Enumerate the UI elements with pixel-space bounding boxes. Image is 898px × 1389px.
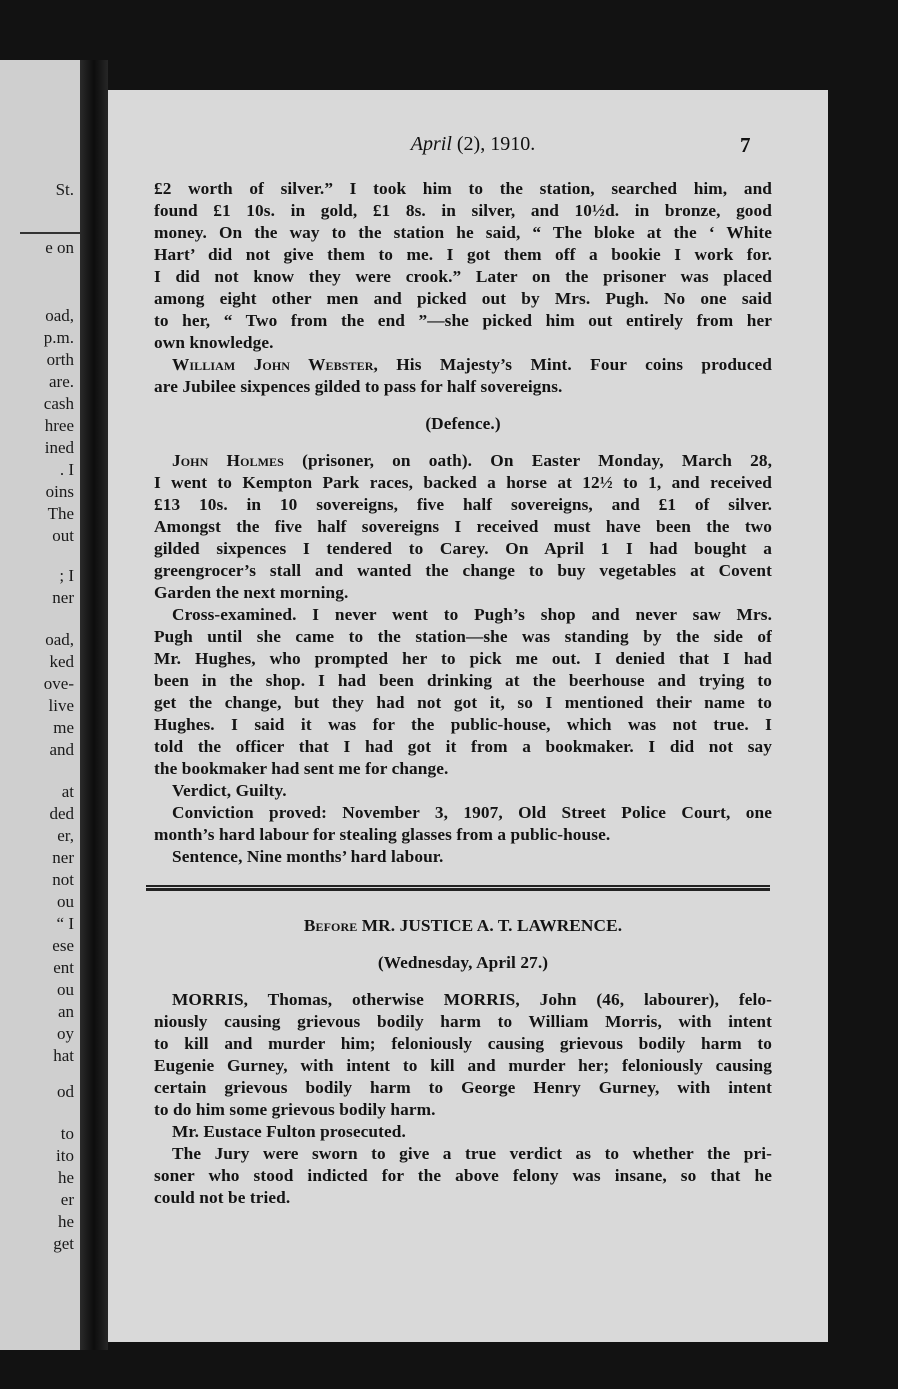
facing-page-fragment: out [52, 526, 74, 545]
paragraph-evidence-continued [154, 178, 772, 354]
facing-page-fragment: are. [48, 372, 74, 391]
prosecutor: Mr. Eustace Fulton prosecuted. [172, 1122, 406, 1141]
text-line: the bookmaker had sent me for change. [154, 759, 449, 778]
facing-page-fragment: er [60, 1190, 74, 1209]
facing-page-fragment: e on [45, 238, 74, 257]
body-text [154, 178, 772, 1209]
paragraph-holmes [154, 450, 772, 604]
text-line: I did not know they were crook.” Later on the prisoner was placed [154, 267, 772, 286]
text-line: Eugenie Gurney, with intent to kill and murder her; feloniously causing [154, 1056, 772, 1075]
text-line: I went to Kempton Park races, backed a horse at 12½ to 1, and received [154, 473, 772, 492]
text-line: get the change, but they had not got it, so I mentioned their name to [154, 693, 772, 712]
verdict: Verdict, Guilty. [172, 781, 287, 800]
before-label: Before [303, 916, 358, 935]
page [108, 90, 828, 1342]
text-line: to do him some grievous bodily harm. [154, 1100, 436, 1119]
text-span: (prisoner, on oath). On Easter Monday, March 28, [283, 451, 772, 470]
facing-page-fragment: St. [55, 180, 74, 199]
page-number: 7 [740, 133, 751, 157]
text-line: Hughes. I said it was for the public-house, which was not true. I [154, 715, 772, 734]
text-line: greengrocer’s stall and wanted the change to buy vegetables at Covent [154, 561, 772, 580]
facing-page-fragment: od [57, 1082, 74, 1101]
facing-page-fragment: oins [45, 482, 74, 501]
paragraph-webster [154, 354, 772, 398]
facing-page-fragment: to [60, 1124, 74, 1143]
text-line: told the officer that I had got it from a bookmaker. I did not say [154, 737, 772, 756]
facing-page-fragment: at [61, 782, 74, 801]
facing-page-fragment: oad, [45, 306, 74, 325]
text-line: gilded sixpences I tendered to Carey. On April 1 I had bought a [154, 539, 772, 558]
facing-page-fragment: . I [59, 460, 74, 479]
text-line: Mr. Hughes, who prompted her to pick me out. I denied that I had [154, 649, 772, 668]
facing-page-fragment: ined [44, 438, 74, 457]
defence-heading: (Defence.) [425, 414, 501, 433]
facing-page-fragment: live [48, 696, 74, 715]
paragraph-cross-examined [154, 604, 772, 780]
facing-page-fragment: ; I [59, 566, 74, 585]
facing-page-fragment: me [53, 718, 74, 737]
text-line: £2 worth of silver.” I took him to the station, searched him, and [154, 179, 772, 198]
running-title [378, 133, 568, 156]
text-line: MORRIS, Thomas, otherwise MORRIS, John (46, labourer), felo- [172, 990, 772, 1009]
text-line: soner who stood indicted for the above felony was insane, so that he [154, 1166, 772, 1185]
text-line: Conviction proved: November 3, 1907, Old Street Police Court, one [172, 803, 772, 822]
facing-page-edge [0, 60, 80, 1350]
date-heading: (Wednesday, April 27.) [377, 953, 549, 972]
facing-page-fragment: get [53, 1234, 74, 1253]
text-line: £13 10s. in 10 sovereigns, five half sovereigns, and £1 of silver. [154, 495, 772, 514]
facing-page-fragment: ent [53, 958, 74, 977]
text-line [154, 354, 772, 376]
facing-page-fragment: ou [57, 980, 74, 999]
text-line: to her, “ Two from the end ”—she picked him out entirely from her [154, 311, 772, 330]
paragraph-morris-charge [154, 989, 772, 1121]
text-line: Pugh until she came to the station—she was standing by the side of [154, 627, 772, 646]
facing-page-fragment: oy [57, 1024, 74, 1043]
facing-page-fragment: he [57, 1212, 74, 1231]
facing-page-fragment: ner [52, 848, 74, 867]
text-line [154, 450, 772, 472]
judge-name: MR. JUSTICE A. T. LAWRENCE. [357, 916, 623, 935]
header-date: (2), 1910. [451, 133, 536, 155]
facing-page-fragment: The [47, 504, 74, 523]
facing-page-fragment: he [57, 1168, 74, 1187]
text-line: The Jury were sworn to give a true verdict as to whether the pri- [172, 1144, 772, 1163]
facing-page-fragment: ou [57, 892, 74, 911]
paragraph-jury [154, 1143, 772, 1209]
facing-page-fragment: an [57, 1002, 74, 1021]
witness-name: John Holmes [172, 451, 284, 470]
facing-page-fragment: orth [46, 350, 74, 369]
text-line: month’s hard labour for stealing glasses from a public-house. [154, 825, 611, 844]
text-line: could not be tried. [154, 1188, 291, 1207]
text-line: Hart’ did not give them to me. I got them off a bookie I work for. [154, 245, 772, 264]
text-line: been in the shop. I had been drinking at the beerhouse and trying to [154, 671, 772, 690]
facing-page-fragment: er, [57, 826, 74, 845]
text-line: money. On the way to the station he said, “ The bloke at the ‘ White [154, 223, 772, 242]
book-gutter [80, 60, 108, 1350]
text-line: are Jubilee sixpences gilded to pass for half sovereigns. [154, 377, 563, 396]
facing-page-fragment: hat [53, 1046, 74, 1065]
facing-page-fragment: ove- [43, 674, 74, 693]
before-heading [154, 915, 772, 937]
witness-name: William John Webster [172, 355, 374, 374]
facing-page-fragment: ked [49, 652, 74, 671]
text-line: found £1 10s. in gold, £1 8s. in silver, and 10½d. in bronze, good [154, 201, 772, 220]
facing-page-rule [20, 232, 80, 234]
text-line: Amongst the five half sovereigns I received must have been the two [154, 517, 772, 536]
facing-page-fragment: ner [52, 588, 74, 607]
facing-page-fragment: not [52, 870, 74, 889]
facing-page-fragment: cash [43, 394, 74, 413]
text-line: among eight other men and picked out by Mrs. Pugh. No one said [154, 289, 772, 308]
header-month: April [410, 133, 452, 155]
text-line: own knowledge. [154, 333, 274, 352]
text-line: niously causing grievous bodily harm to William Morris, with intent [154, 1012, 772, 1031]
facing-page-fragment: hree [44, 416, 74, 435]
facing-page-fragment: ito [56, 1146, 74, 1165]
text-line: certain grievous bodily harm to George Henry Gurney, with intent [154, 1078, 772, 1097]
text-span: , His Majesty’s Mint. Four coins produced [373, 355, 772, 374]
facing-page-fragment: ded [49, 804, 74, 823]
sentence: Sentence, Nine months’ hard labour. [172, 847, 444, 866]
text-line: Garden the next morning. [154, 583, 349, 602]
paragraph-conviction [154, 802, 772, 846]
section-divider [146, 885, 770, 891]
facing-page-fragment: p.m. [43, 328, 74, 347]
facing-page-fragment: ese [52, 936, 74, 955]
text-line: to kill and murder him; feloniously causing grievous bodily harm to [154, 1034, 772, 1053]
facing-page-fragment: “ I [56, 914, 74, 933]
running-head [108, 133, 828, 159]
facing-page-fragment: oad, [45, 630, 74, 649]
facing-page-fragment: and [49, 740, 74, 759]
text-line: Cross-examined. I never went to Pugh’s shop and never saw Mrs. [172, 605, 772, 624]
